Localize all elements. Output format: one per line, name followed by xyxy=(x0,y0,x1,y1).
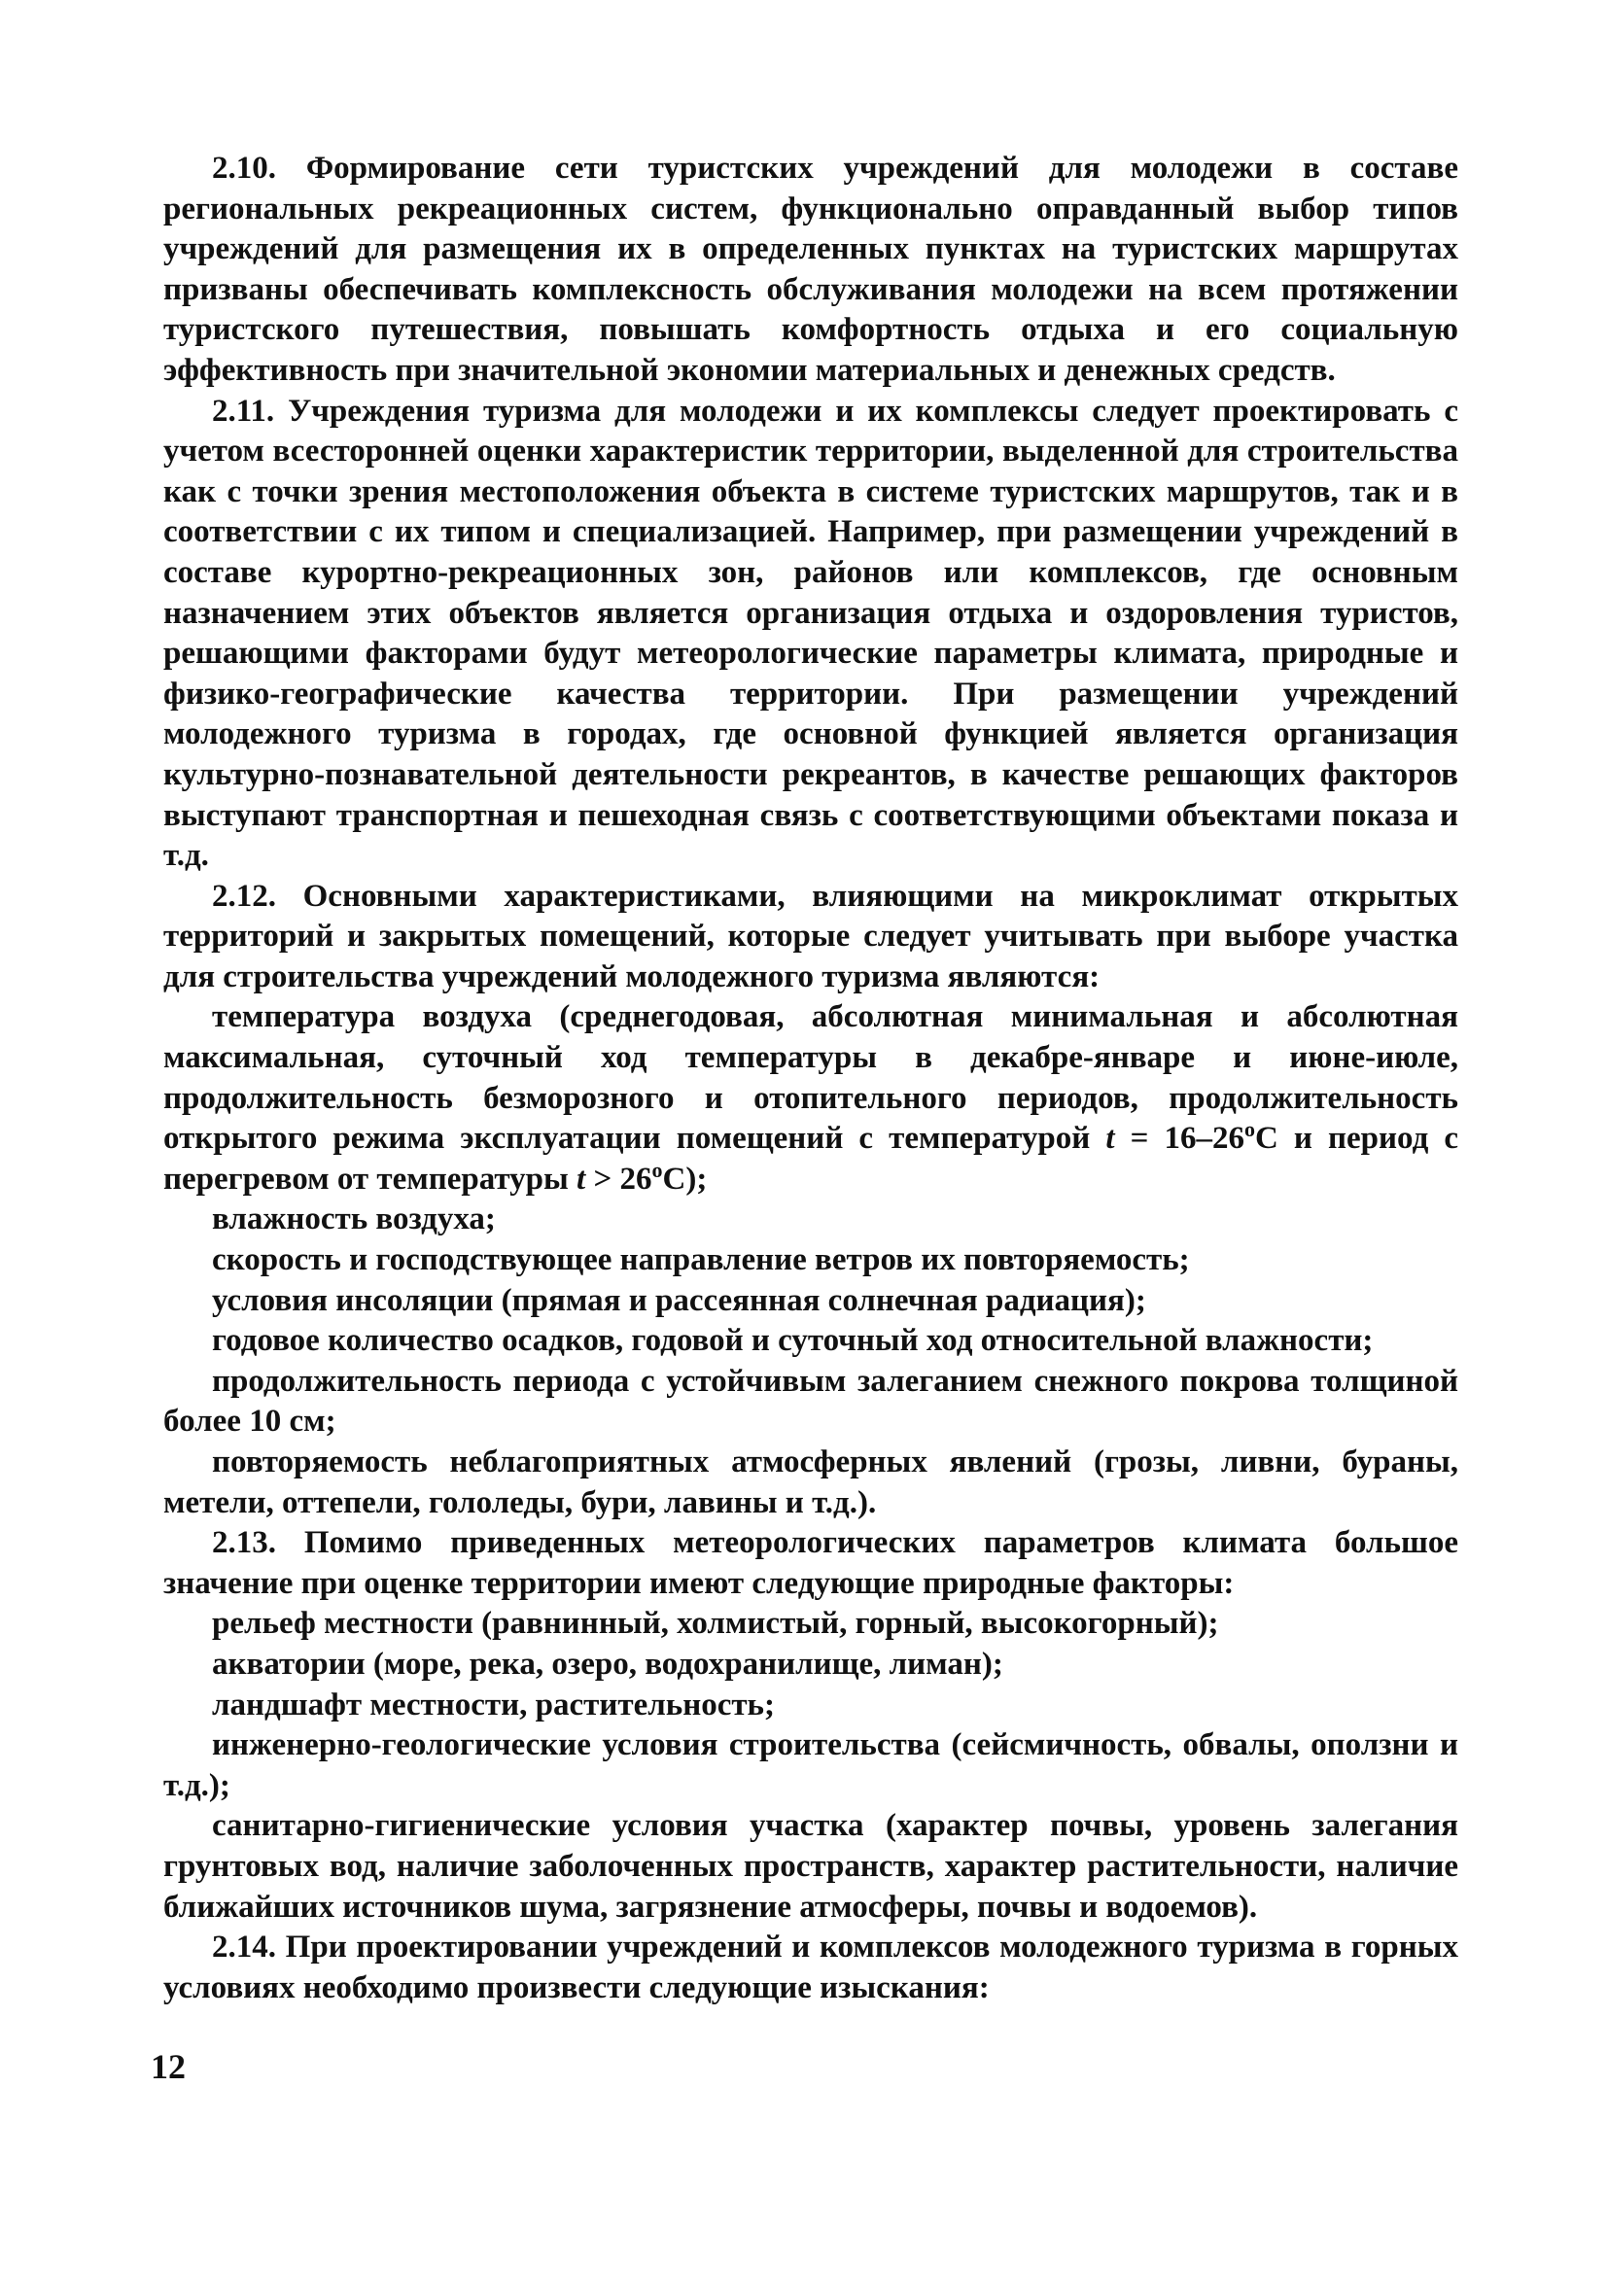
list-item-precipitation: годовое количество осадков, годовой и суточный ход относительной влажности; xyxy=(212,1323,1374,1359)
paragraph-2-11: 2.11. Учреждения туризма для молодежи и их комплексы следует проектировать с учетом всесторонней оценки характеристик территории, выделенной для строительства как с точки зрения местоположения объекта в системе туристских маршрутов, так и в соответствии с их типом и специализацией. Например, при размещении учреждений в составе курортно-рекреационных зон, районов или комплексов, где основным назначением этих объектов является организация отдыха и оздоровления туристов, решающими факторами будут метеорологические параметры климата, природные и физико-географические качества территории. При размещении учреждений молодежного туризма в городах, где основной функцией является организация культурно-познавательной деятельности рекреантов, в качестве решающих факторов выступают транспортная и пешеходная связь с соответствующими объектами показа и т.д. xyxy=(163,393,1458,874)
list-item-humidity: влажность воздуха; xyxy=(212,1201,496,1237)
list-item-water-areas: акватории (море, река, озеро, водохранилище, лиман); xyxy=(212,1646,1003,1682)
degree-sign-2: o xyxy=(651,1157,663,1182)
degree-sign: o xyxy=(1244,1117,1255,1142)
page-number: 12 xyxy=(151,2047,186,2086)
paragraph-2-12: 2.12. Основными характеристиками, влияющими на микроклимат открытых территорий и закрытых помещений, которые следует учитывать при выборе участка для строительства учреждений молодежного туризма являются: xyxy=(163,878,1458,994)
list-item-relief: рельеф местности (равнинный, холмистый, горный, высокогорный); xyxy=(212,1606,1219,1642)
list-item-weather-hazards: повторяемость неблагоприятных атмосферных явлений (грозы, ливни, бураны, метели, оттепели, гололеды, бури, лавины и т.д.). xyxy=(163,1444,1458,1520)
list-item-insolation: условия инсоляции (прямая и рассеянная солнечная радиация); xyxy=(212,1282,1146,1318)
list-item-geology: инженерно-геологические условия строительства (сейсмичность, обвалы, оползни и т.д.); xyxy=(163,1727,1458,1803)
temperature-symbol-2: t xyxy=(577,1161,586,1197)
temperature-threshold: > 26 xyxy=(585,1161,652,1197)
temperature-range: = 16–26 xyxy=(1114,1121,1244,1157)
paragraph-2-10: 2.10. Формирование сети туристских учреждений для молодежи в составе региональных рекреационных систем, функционально оправданный выбор типов учреждений для размещения их в определенных пунктах на туристских маршрутах призваны обеспечивать комплексность обслуживания молодежи на всем протяжении туристского путешествия, повышать комфортность отдыха и его социальную эффективность при значительной экономии материальных и денежных средств. xyxy=(163,151,1458,388)
list-item-wind: скорость и господствующее направление ветров их повторяемость; xyxy=(212,1242,1190,1278)
list-item-temperature xyxy=(163,997,1458,1200)
list-item-sanitary: санитарно-гигиенические условия участка (характер почвы, уровень залегания грунтовых вод, наличие заболоченных пространств, характер растительности, наличие ближайших источников шума, загрязнение атмосферы, почвы и водоемов). xyxy=(163,1808,1458,1925)
paragraph-2-13: 2.13. Помимо приведенных метеорологических параметров климата большое значение при оценке территории имеют следующие природные факторы: xyxy=(163,1525,1458,1601)
list-item-snow-cover: продолжительность периода с устойчивым залеганием снежного покрова толщиной более 10 см; xyxy=(163,1363,1458,1440)
temperature-text-part3: С); xyxy=(662,1161,708,1197)
temperature-symbol: t xyxy=(1105,1121,1115,1157)
temperature-text-part2: С и период с перегревом от температуры xyxy=(163,1121,1459,1197)
list-item-landscape: ландшафт местности, растительность; xyxy=(212,1687,775,1722)
body-text xyxy=(163,149,1458,2008)
temperature-text-part1: температура воздуха (среднегодовая, абсолютная минимальная и абсолютная максимальная, суточный ход температуры в декабре-январе и июне-июле, продолжительность безморозного и отопительного периодов, продолжительность открытого режима эксплуатации помещений с температурой xyxy=(163,999,1458,1157)
paragraph-2-14: 2.14. При проектировании учреждений и комплексов молодежного туризма в горных условиях необходимо произвести следующие изыскания: xyxy=(163,1930,1458,2005)
